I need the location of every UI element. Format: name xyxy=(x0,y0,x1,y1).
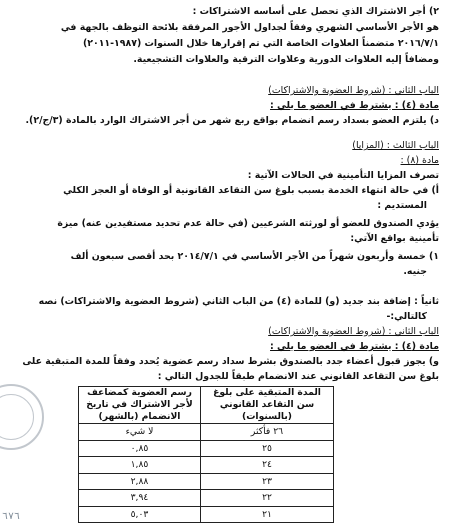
chapter-heading: الباب الثاني : (شروط العضوية والاشتراكات) xyxy=(268,85,439,96)
table-header-row xyxy=(79,387,334,424)
table-cell-years: ٢٤ xyxy=(201,457,334,474)
table-cell-fee: ٠,٨٥ xyxy=(79,440,201,457)
table-cell-fee: ١,٨٥ xyxy=(79,457,201,474)
table-cell-fee: ٥,٠٣ xyxy=(79,506,201,523)
paragraph-line: كالتالي:- xyxy=(386,311,427,322)
paragraph-line: أ) في حالة انتهاء الخدمة بسبب بلوغ سن التقاعد القانونية أو الوفاة أو العجز الكلي xyxy=(63,185,439,196)
table-cell-fee: ٢,٨٨ xyxy=(79,473,201,490)
paragraph-line: يؤدي الصندوق للعضو أو لورثته الشرعيين (في حالة عدم تحديد مستفيدين عنه) ميزة xyxy=(57,218,439,229)
stamp-code: ٦٧٦ xyxy=(2,511,21,522)
table-cell-years: ٢٣ xyxy=(201,473,334,490)
paragraph-line: ٢٠١٦/٧/١ متضمناً العلاوات الخاصة التي تم إقرارها خلال السنوات (١٩٨٧-٢٠١١) xyxy=(82,38,439,49)
table-row xyxy=(79,440,334,457)
table-row xyxy=(79,490,334,507)
table-cell-years: ٢٢ xyxy=(201,490,334,507)
paragraph-line: هو الأجر الأساسي الشهري وفقاً لجداول الأجور المرفقة بلائحة التوظف بالجهة في xyxy=(60,22,439,33)
article-heading: مادة (٤) : يشترط في العضو ما يلي : xyxy=(270,341,439,352)
table-row xyxy=(79,457,334,474)
table-cell-years: ٢٥ xyxy=(201,440,334,457)
paragraph-line: تأمينية بواقع الآتي: xyxy=(350,233,439,244)
paragraph-line: ثانياً : إضافة بند جديد (و) للمادة (٤) من الباب الثاني (شروط العضوية والاشتراكات) نصه xyxy=(38,296,439,307)
paragraph-line: ١) خمسة وأربعون شهراً من الأجر الأساسي في ٢٠١٤/٧/١ بحد أقصى سبعون ألف xyxy=(70,251,439,262)
paragraph-line: ومضافاً إليه العلاوات الدورية وعلاوات الترقية والعلاوات التشجيعية. xyxy=(133,54,439,65)
table-cell-years: ٢١ xyxy=(201,506,334,523)
article-heading: مادة (٨) : xyxy=(400,155,439,166)
table-cell-fee: ٣,٩٤ xyxy=(79,490,201,507)
table-header-remaining-years: المدة المتبقية على بلوغ سن التقاعد القانوني (بالسنوات) xyxy=(201,387,334,424)
paragraph-line: المستديم : xyxy=(377,200,427,211)
chapter-heading: الباب الثالث : (المزايا) xyxy=(352,140,439,151)
table-cell-years: ٢٦ فأكثر xyxy=(201,424,334,441)
table-cell-fee: لا شيء xyxy=(79,424,201,441)
paragraph-line: بلوغ سن التقاعد القانوني عند الانضمام طبقاً للجدول التالي : xyxy=(157,371,439,382)
table-row xyxy=(79,506,334,523)
paragraph-line: جنيه. xyxy=(403,266,427,277)
section-heading-contribution-wage: ٢) أجر الاشتراك الذي تحصل على أساسه الاشتراكات : xyxy=(192,6,439,17)
article-heading: مادة (٤) : يشترط في العضو ما يلي : xyxy=(270,100,439,111)
table-row xyxy=(79,473,334,490)
official-stamp xyxy=(0,384,44,450)
table-row xyxy=(79,424,334,441)
paragraph-line: تصرف المزايا التأمينية في الحالات الآتية : xyxy=(247,170,439,181)
paragraph-line: د) يلتزم العضو بسداد رسم انضمام بواقع ربع شهر من أجر الاشتراك الوارد بالمادة (٣/ج/٢). xyxy=(25,115,439,126)
paragraph-line: و) يجوز قبول أعضاء جدد بالصندوق بشرط سداد رسم عضوية يُحدد وفقاً للمدة المتبقية على xyxy=(22,356,439,367)
chapter-heading: الباب الثاني : (شروط العضوية والاشتراكات) xyxy=(268,326,439,337)
membership-fee-table xyxy=(78,386,334,523)
table-header-membership-fee: رسم العضوية كمضاعف لأجر الاشتراك في تاريخ الانضمام (بالشهر) xyxy=(79,387,201,424)
